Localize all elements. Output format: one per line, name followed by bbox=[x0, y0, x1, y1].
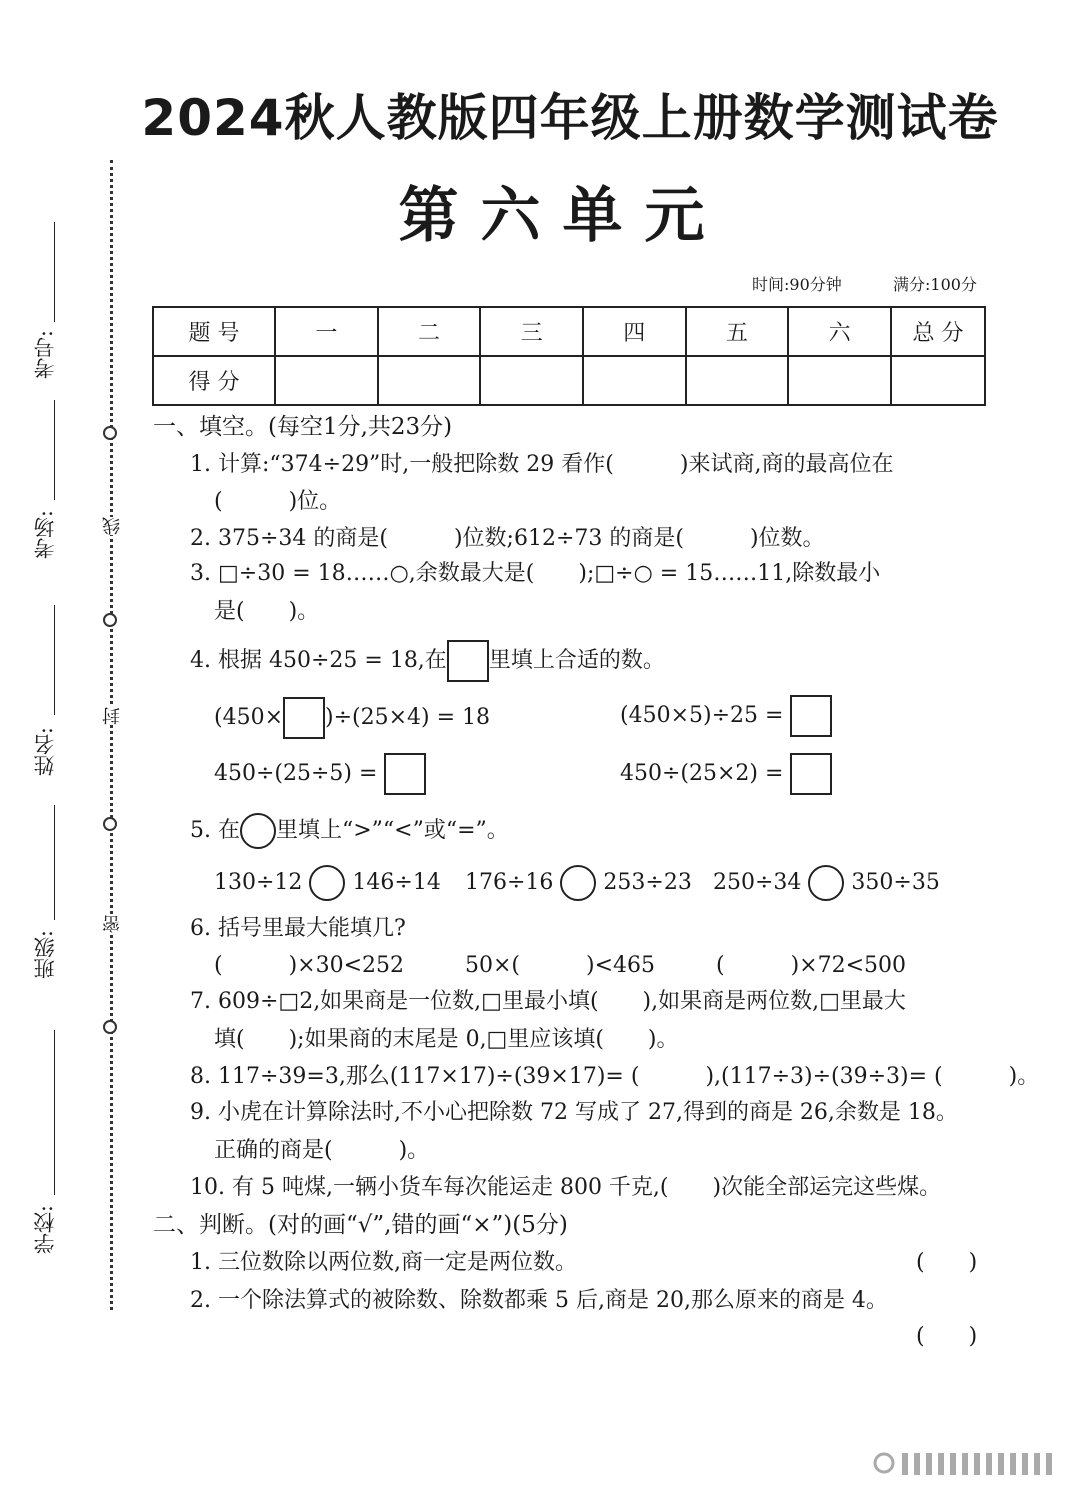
question-6: 6. 括号里最大能填几? bbox=[190, 916, 406, 941]
class-label: 班级: bbox=[33, 930, 57, 980]
seal-char-feng: 封 bbox=[100, 707, 126, 725]
score-cell[interactable] bbox=[686, 356, 789, 405]
question-8: 8. 117÷39=3,那么(117×17)÷(39×17)= ( ),(117÷3)÷(39÷3)= ( )。 bbox=[190, 1064, 1040, 1089]
watermark-logo bbox=[870, 1445, 1060, 1481]
answer-box[interactable] bbox=[790, 695, 832, 737]
page-title: 2024秋人教版四年级上册数学测试卷 bbox=[141, 89, 999, 147]
exam-number-label: 考号: bbox=[33, 330, 57, 380]
expr-text: 450÷(25×2) = bbox=[620, 761, 784, 786]
binding-hole bbox=[103, 1020, 117, 1034]
question-5-prefix: 5. 在 bbox=[190, 818, 240, 843]
score-table-header-row bbox=[153, 307, 985, 356]
compare-pair-3 bbox=[713, 864, 940, 902]
watermark-bar bbox=[974, 1453, 980, 1475]
compare-left: 130÷12 bbox=[214, 870, 303, 895]
question-6-item-3: ( )×72<500 bbox=[716, 953, 907, 978]
exam-number-field[interactable] bbox=[54, 222, 55, 322]
compare-circle-icon bbox=[240, 813, 276, 849]
watermark-bar bbox=[902, 1453, 908, 1475]
exam-room-label: 考场: bbox=[33, 510, 57, 560]
watermark-bar bbox=[1034, 1453, 1040, 1475]
table-header-cell: 三 bbox=[480, 307, 583, 356]
question-9-line2: 正确的商是( )。 bbox=[214, 1138, 430, 1163]
unit-title: 第六单元 bbox=[398, 181, 727, 251]
school-field[interactable] bbox=[54, 1030, 55, 1195]
score-cell[interactable] bbox=[891, 356, 985, 405]
score-cell[interactable] bbox=[583, 356, 686, 405]
class-field[interactable] bbox=[54, 805, 55, 920]
expr-text: (450×5)÷25 = bbox=[620, 703, 784, 728]
judge-answer-2[interactable]: ( ) bbox=[916, 1324, 978, 1349]
watermark-bar bbox=[914, 1453, 920, 1475]
school-label: 学校: bbox=[33, 1205, 57, 1255]
question-1-line2: ( )位。 bbox=[214, 489, 342, 514]
question-4-expr-3 bbox=[214, 752, 426, 796]
compare-pair-1 bbox=[214, 864, 441, 902]
question-10: 10. 有 5 吨煤,一辆小货车每次能运走 800 千克,( )次能全部运完这些煤。 bbox=[190, 1175, 942, 1200]
answer-box[interactable] bbox=[283, 697, 325, 739]
answer-box[interactable] bbox=[384, 753, 426, 795]
compare-left: 250÷34 bbox=[713, 870, 802, 895]
expr-prefix: (450× bbox=[214, 705, 284, 730]
compare-left: 176÷16 bbox=[465, 870, 554, 895]
binding-hole bbox=[103, 426, 117, 440]
compare-circle[interactable] bbox=[808, 865, 844, 901]
section2-heading: 二、判断。(对的画“√”,错的画“×”)(5分) bbox=[153, 1212, 568, 1238]
score-cell[interactable] bbox=[480, 356, 583, 405]
watermark-bar bbox=[926, 1453, 932, 1475]
answer-box[interactable] bbox=[447, 640, 489, 682]
question-4-prefix: 4. 根据 450÷25 = 18,在 bbox=[190, 648, 447, 673]
question-7-line1: 7. 609÷□2,如果商是一位数,□里最小填( ),如果商是两位数,□里最大 bbox=[190, 989, 906, 1014]
question-4-suffix: 里填上合适的数。 bbox=[488, 648, 665, 673]
question-9-line1: 9. 小虎在计算除法时,不小心把除数 72 写成了 27,得到的商是 26,余数是 18。 bbox=[190, 1100, 958, 1125]
watermark-bar bbox=[998, 1453, 1004, 1475]
watermark-bar bbox=[1046, 1453, 1052, 1475]
binding-hole bbox=[103, 817, 117, 831]
watermark-bar bbox=[1022, 1453, 1028, 1475]
name-field[interactable] bbox=[54, 605, 55, 715]
score-cell[interactable] bbox=[275, 356, 378, 405]
question-7-line2: 填( );如果商的末尾是 0,□里应该填( )。 bbox=[214, 1027, 679, 1052]
score-table bbox=[152, 306, 986, 406]
section1-heading: 一、填空。(每空1分,共23分) bbox=[153, 414, 453, 440]
table-header-cell: 总 分 bbox=[891, 307, 985, 356]
watermark-bar bbox=[950, 1453, 956, 1475]
exam-room-field[interactable] bbox=[54, 400, 55, 500]
compare-pair-2 bbox=[465, 864, 692, 902]
compare-circle[interactable] bbox=[560, 865, 596, 901]
score-cell[interactable] bbox=[378, 356, 481, 405]
question-6-item-1: ( )×30<252 bbox=[214, 953, 405, 978]
full-score: 满分:100分 bbox=[893, 275, 977, 294]
seal-char-mi: 密 bbox=[100, 915, 126, 933]
compare-circle[interactable] bbox=[309, 865, 345, 901]
table-header-cell: 题 号 bbox=[153, 307, 275, 356]
compare-right: 350÷35 bbox=[851, 870, 940, 895]
table-header-cell: 四 bbox=[583, 307, 686, 356]
watermark-bar bbox=[938, 1453, 944, 1475]
table-header-cell: 二 bbox=[378, 307, 481, 356]
binding-dotted-line bbox=[110, 160, 113, 1310]
compare-right: 146÷14 bbox=[352, 870, 441, 895]
watermark-circle bbox=[875, 1454, 893, 1472]
compare-right: 253÷23 bbox=[603, 870, 692, 895]
question-4-expr-1 bbox=[214, 696, 490, 740]
name-label: 姓名: bbox=[33, 727, 57, 777]
judge-answer-1[interactable]: ( ) bbox=[916, 1250, 978, 1275]
seal-char-xian: 线 bbox=[100, 517, 126, 535]
question-1-line1: 1. 计算:“374÷29”时,一般把除数 29 看作( )来试商,商的最高位在 bbox=[190, 452, 894, 477]
table-row-label: 得 分 bbox=[153, 356, 275, 405]
time-limit: 时间:90分钟 bbox=[752, 275, 842, 294]
table-header-cell: 一 bbox=[275, 307, 378, 356]
score-table-score-row bbox=[153, 356, 985, 405]
watermark-bar bbox=[986, 1453, 992, 1475]
judge-question-1: 1. 三位数除以两位数,商一定是两位数。 bbox=[190, 1250, 577, 1275]
watermark-bar bbox=[962, 1453, 968, 1475]
score-cell[interactable] bbox=[788, 356, 891, 405]
table-header-cell: 五 bbox=[686, 307, 789, 356]
question-6-item-2: 50×( )<465 bbox=[465, 953, 656, 978]
expr-text: 450÷(25÷5) = bbox=[214, 761, 378, 786]
question-5-prompt bbox=[190, 812, 509, 850]
question-4-expr-4 bbox=[620, 752, 832, 796]
question-4-prompt bbox=[190, 640, 665, 682]
question-4-expr-2 bbox=[620, 694, 832, 738]
question-2: 2. 375÷34 的商是( )位数;612÷73 的商是( )位数。 bbox=[190, 526, 825, 551]
watermark-bar bbox=[1010, 1453, 1016, 1475]
expr-suffix: )÷(25×4) = 18 bbox=[325, 705, 491, 730]
question-3-line2: 是( )。 bbox=[214, 599, 320, 624]
question-5-suffix: 里填上“>”“<”或“=”。 bbox=[275, 818, 509, 843]
binding-hole bbox=[103, 613, 117, 627]
answer-box[interactable] bbox=[790, 753, 832, 795]
judge-question-2: 2. 一个除法算式的被除数、除数都乘 5 后,商是 20,那么原来的商是 4。 bbox=[190, 1288, 888, 1313]
question-3-line1: 3. □÷30 = 18……○,余数最大是( );□÷○ = 15……11,除数最小 bbox=[190, 561, 881, 586]
table-header-cell: 六 bbox=[788, 307, 891, 356]
